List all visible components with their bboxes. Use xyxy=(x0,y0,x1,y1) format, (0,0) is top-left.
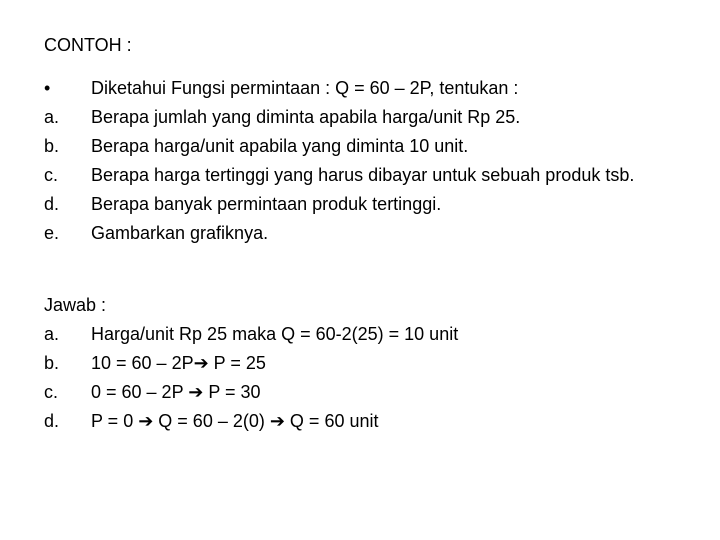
question-item xyxy=(44,74,684,103)
slide-title: CONTOH : xyxy=(44,35,132,55)
question-text: Berapa harga tertinggi yang harus dibayar untuk sebuah produk tsb. xyxy=(91,165,635,185)
list-marker: b. xyxy=(44,353,60,373)
question-item xyxy=(44,161,684,190)
list-marker: d. xyxy=(44,411,60,431)
list-marker: c. xyxy=(44,165,59,185)
answer-text: P = 0 ➔ Q = 60 – 2(0) ➔ Q = 60 unit xyxy=(91,411,379,431)
answer-section xyxy=(44,291,684,436)
list-marker: • xyxy=(44,78,51,98)
question-item xyxy=(44,190,684,219)
question-text: Berapa jumlah yang diminta apabila harga/unit Rp 25. xyxy=(91,107,521,127)
answer-text: Harga/unit Rp 25 maka Q = 60-2(25) = 10 unit xyxy=(91,324,459,344)
list-marker: c. xyxy=(44,382,59,402)
question-item xyxy=(44,219,684,248)
answer-item xyxy=(44,407,684,436)
list-marker: e. xyxy=(44,223,60,243)
question-text: Berapa harga/unit apabila yang diminta 10 unit. xyxy=(91,136,469,156)
answer-heading: Jawab : xyxy=(44,295,107,315)
answer-text: 0 = 60 – 2P ➔ P = 30 xyxy=(91,382,261,402)
question-item xyxy=(44,103,684,132)
question-text: Diketahui Fungsi permintaan : Q = 60 – 2P, tentukan : xyxy=(91,78,519,98)
list-marker: d. xyxy=(44,194,60,214)
answer-item xyxy=(44,349,684,378)
question-text: Berapa banyak permintaan produk tertinggi. xyxy=(91,194,442,214)
answer-item xyxy=(44,320,684,349)
question-item xyxy=(44,132,684,161)
list-marker: b. xyxy=(44,136,60,156)
question-list xyxy=(44,74,684,248)
answer-item xyxy=(44,378,684,407)
answer-text: 10 = 60 – 2P➔ P = 25 xyxy=(91,353,266,373)
list-marker: a. xyxy=(44,107,60,127)
question-text: Gambarkan grafiknya. xyxy=(91,223,269,243)
list-marker: a. xyxy=(44,324,60,344)
